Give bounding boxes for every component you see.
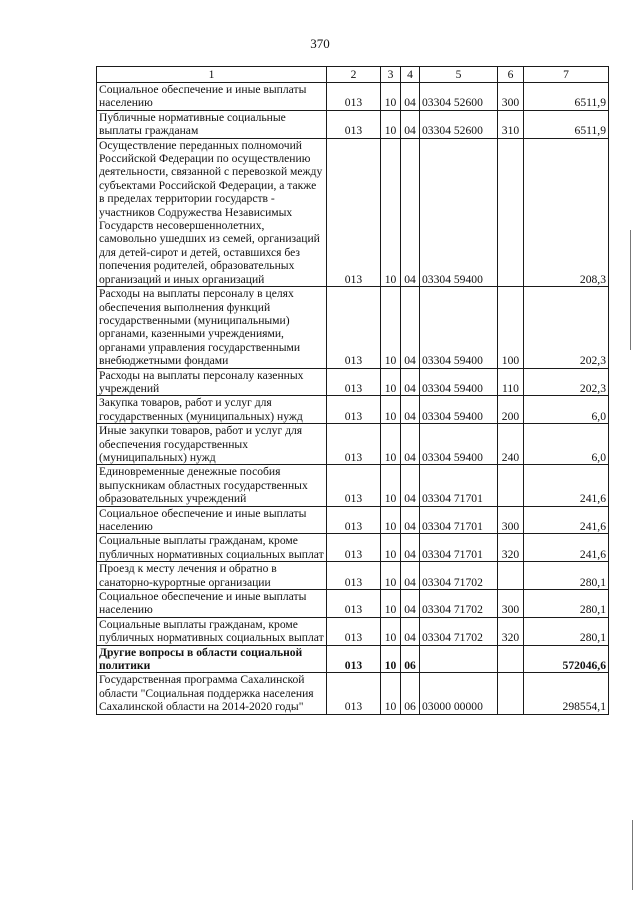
cell-section: 10 [381, 424, 401, 465]
cell-subsection: 06 [401, 673, 420, 714]
cell-subsection: 04 [401, 617, 420, 645]
cell-expense-type [498, 465, 524, 506]
cell-section: 10 [381, 534, 401, 562]
cell-ministry-code: 013 [327, 83, 381, 111]
cell-target-article: 03304 59400 [420, 287, 498, 368]
cell-amount: 6,0 [524, 424, 609, 465]
cell-target-article: 03304 71701 [420, 506, 498, 534]
cell-ministry-code: 013 [327, 617, 381, 645]
cell-section: 10 [381, 287, 401, 368]
cell-ministry-code: 013 [327, 110, 381, 138]
cell-ministry-code: 013 [327, 287, 381, 368]
cell-ministry-code: 013 [327, 673, 381, 714]
cell-name: Социальные выплаты гражданам, кроме публичных нормативных социальных выплат [97, 534, 327, 562]
cell-section: 10 [381, 506, 401, 534]
cell-subsection: 04 [401, 424, 420, 465]
header-col-5: 5 [420, 67, 498, 83]
cell-ministry-code: 013 [327, 396, 381, 424]
cell-ministry-code: 013 [327, 424, 381, 465]
cell-amount: 6511,9 [524, 83, 609, 111]
cell-name: Социальное обеспечение и иные выплаты населению [97, 590, 327, 618]
cell-name: Закупка товаров, работ и услуг для государственных (муниципальных) нужд [97, 396, 327, 424]
cell-name: Другие вопросы в области социальной политики [97, 645, 327, 673]
table-row [97, 617, 609, 645]
scan-edge-mark [632, 820, 633, 890]
table-row [97, 534, 609, 562]
cell-name: Единовременные денежные пособия выпускникам областных государственных образовательных учреждений [97, 465, 327, 506]
cell-target-article: 03304 59400 [420, 368, 498, 396]
cell-amount: 280,1 [524, 617, 609, 645]
table-row [97, 138, 609, 286]
cell-subsection: 04 [401, 396, 420, 424]
cell-name: Расходы на выплаты персоналу в целях обеспечения выполнения функций государственными (муниципальными) органами, казенными учреждениями, органами управления государственными внебюджетными фондами [97, 287, 327, 368]
cell-name: Социальное обеспечение и иные выплаты населению [97, 506, 327, 534]
cell-amount: 6,0 [524, 396, 609, 424]
header-col-7: 7 [524, 67, 609, 83]
table-row [97, 465, 609, 506]
cell-expense-type: 300 [498, 506, 524, 534]
cell-amount: 280,1 [524, 590, 609, 618]
cell-expense-type [498, 673, 524, 714]
cell-target-article: 03000 00000 [420, 673, 498, 714]
cell-ministry-code: 013 [327, 465, 381, 506]
cell-section: 10 [381, 562, 401, 590]
cell-subsection: 04 [401, 110, 420, 138]
cell-target-article: 03304 59400 [420, 424, 498, 465]
cell-ministry-code: 013 [327, 138, 381, 286]
cell-target-article: 03304 59400 [420, 138, 498, 286]
cell-expense-type: 110 [498, 368, 524, 396]
cell-expense-type [498, 138, 524, 286]
cell-amount: 572046,6 [524, 645, 609, 673]
table-row [97, 424, 609, 465]
cell-section: 10 [381, 83, 401, 111]
table-row [97, 110, 609, 138]
table-row [97, 396, 609, 424]
cell-section: 10 [381, 138, 401, 286]
cell-section: 10 [381, 465, 401, 506]
table-row [97, 83, 609, 111]
cell-ministry-code: 013 [327, 506, 381, 534]
cell-subsection: 04 [401, 506, 420, 534]
cell-target-article: 03304 71702 [420, 617, 498, 645]
header-col-2: 2 [327, 67, 381, 83]
cell-subsection: 06 [401, 645, 420, 673]
cell-section: 10 [381, 673, 401, 714]
header-col-6: 6 [498, 67, 524, 83]
cell-target-article: 03304 71701 [420, 534, 498, 562]
cell-target-article [420, 645, 498, 673]
cell-ministry-code: 013 [327, 368, 381, 396]
cell-ministry-code: 013 [327, 590, 381, 618]
cell-expense-type: 300 [498, 590, 524, 618]
cell-subsection: 04 [401, 534, 420, 562]
cell-amount: 208,3 [524, 138, 609, 286]
cell-subsection: 04 [401, 83, 420, 111]
cell-expense-type: 320 [498, 534, 524, 562]
table-row [97, 590, 609, 618]
cell-target-article: 03304 71701 [420, 465, 498, 506]
cell-section: 10 [381, 645, 401, 673]
table-row [97, 287, 609, 368]
cell-subsection: 04 [401, 590, 420, 618]
cell-section: 10 [381, 590, 401, 618]
cell-name: Иные закупки товаров, работ и услуг для обеспечения государственных (муниципальных) нужд [97, 424, 327, 465]
table-row [97, 562, 609, 590]
cell-section: 10 [381, 110, 401, 138]
cell-ministry-code: 013 [327, 562, 381, 590]
cell-name: Осуществление переданных полномочий Российской Федерации по осуществлению деятельности, связанной с перевозкой между субъектами Российской Федерации, а также в пределах территории государств - участников Содружества Независимых Государств несовершеннолетних, самовольно ушедших из семей, организаций для детей-сирот и детей, оставшихся без попечения родителей, образовательных организаций и иных организаций [97, 138, 327, 286]
cell-amount: 280,1 [524, 562, 609, 590]
cell-expense-type: 200 [498, 396, 524, 424]
cell-amount: 298554,1 [524, 673, 609, 714]
budget-table [96, 66, 609, 715]
cell-name: Расходы на выплаты персоналу казенных учреждений [97, 368, 327, 396]
cell-name: Государственная программа Сахалинской области "Социальная поддержка населения Сахалинской области на 2014-2020 годы" [97, 673, 327, 714]
header-col-3: 3 [381, 67, 401, 83]
cell-subsection: 04 [401, 368, 420, 396]
cell-expense-type: 100 [498, 287, 524, 368]
cell-name: Проезд к месту лечения и обратно в санаторно-курортные организации [97, 562, 327, 590]
cell-amount: 202,3 [524, 368, 609, 396]
cell-amount: 241,6 [524, 534, 609, 562]
cell-subsection: 04 [401, 138, 420, 286]
cell-section: 10 [381, 396, 401, 424]
header-col-4: 4 [401, 67, 420, 83]
cell-ministry-code: 013 [327, 645, 381, 673]
cell-name: Социальное обеспечение и иные выплаты населению [97, 83, 327, 111]
cell-name: Социальные выплаты гражданам, кроме публичных нормативных социальных выплат [97, 617, 327, 645]
table-row [97, 506, 609, 534]
cell-expense-type: 310 [498, 110, 524, 138]
table-row [97, 673, 609, 714]
cell-section: 10 [381, 368, 401, 396]
cell-subsection: 04 [401, 287, 420, 368]
page-number: 370 [310, 36, 330, 51]
cell-section: 10 [381, 617, 401, 645]
cell-expense-type: 240 [498, 424, 524, 465]
cell-ministry-code: 013 [327, 534, 381, 562]
scan-edge-mark [630, 230, 631, 350]
cell-target-article: 03304 52600 [420, 110, 498, 138]
cell-target-article: 03304 52600 [420, 83, 498, 111]
table-row [97, 368, 609, 396]
cell-expense-type [498, 562, 524, 590]
cell-amount: 6511,9 [524, 110, 609, 138]
cell-amount: 241,6 [524, 465, 609, 506]
cell-target-article: 03304 71702 [420, 590, 498, 618]
table-row [97, 645, 609, 673]
table-header-row [97, 67, 609, 83]
header-col-1: 1 [97, 67, 327, 83]
cell-expense-type: 300 [498, 83, 524, 111]
cell-target-article: 03304 71702 [420, 562, 498, 590]
cell-target-article: 03304 59400 [420, 396, 498, 424]
cell-expense-type [498, 645, 524, 673]
cell-subsection: 04 [401, 465, 420, 506]
cell-amount: 241,6 [524, 506, 609, 534]
cell-subsection: 04 [401, 562, 420, 590]
cell-name: Публичные нормативные социальные выплаты гражданам [97, 110, 327, 138]
cell-amount: 202,3 [524, 287, 609, 368]
cell-expense-type: 320 [498, 617, 524, 645]
